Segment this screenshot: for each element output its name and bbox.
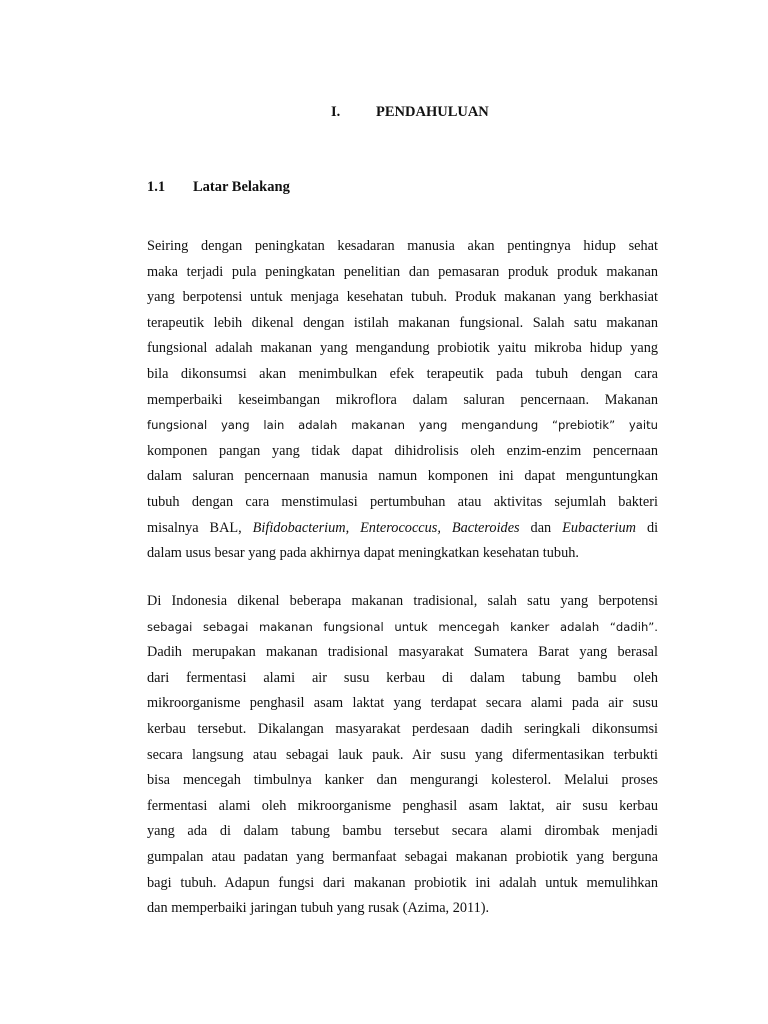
paragraph-line: bisa mencegah timbulnya kanker dan mengurangi kolesterol. Melalui proses [147,772,658,789]
line-text: misalnya BAL, [147,519,242,536]
paragraph-line: komponen pangan yang tidak dapat dihidrolisis oleh enzim-enzim pencernaan [147,442,658,459]
paragraph-line: mikroorganisme penghasil asam laktat yang terdapat secara alami pada air susu [147,695,658,712]
paragraph-line: memperbaiki keseimbangan mikroflora dalam saluran pencernaan. Makanan [147,391,658,408]
paragraph-line: Di Indonesia dikenal beberapa makanan tradisional, salah satu yang berpotensi [147,593,658,609]
line-text: di [646,519,659,536]
paragraph-line: dalam usus besar yang pada akhirnya dapat meningkatkan kesehatan tubuh. [147,545,579,562]
paragraph-line: sebagai sebagai makanan fungsional untuk mencegah kanker adalah “dadih”. [147,619,658,634]
paragraph-line: tubuh dengan cara menstimulasi pertumbuhan atau aktivitas sejumlah bakteri [147,493,658,510]
paragraph-line: kerbau tersebut. Dikalangan masyarakat perdesaan dadih seringkali dikonsumsi [147,720,658,737]
italic-species-names: Bifidobacterium, Enterococcus, Bacteroides [252,519,520,536]
paragraph-line: terapeutik lebih dikenal dengan istilah makanan fungsional. Salah satu makanan [147,314,658,331]
paragraph-line: bila dikonsumsi akan menimbulkan efek terapeutik pada tubuh dengan cara [147,365,658,382]
paragraph-line: dari fermentasi alami air susu kerbau di dalam tabung bambu oleh [147,669,658,686]
paragraph-line: dalam saluran pencernaan manusia namun komponen ini dapat menguntungkan [147,468,658,485]
paragraph-1 [147,234,658,567]
paragraph-line: bagi tubuh. Adapun fungsi dari makanan probiotik ini adalah untuk memulihkan [147,874,658,891]
paragraph-line: fermentasi alami oleh mikroorganisme penghasil asam laktat, air susu kerbau [147,797,658,814]
paragraph-line: Dadih merupakan makanan tradisional masyarakat Sumatera Barat yang berasal [147,644,658,661]
paragraph-line: yang ada di dalam tabung bambu tersebut secara alami dirombak menjadi [147,823,658,840]
paragraph-line-mixed [147,516,658,542]
paragraph-line: secara langsung atau sebagai lauk pauk. Air susu yang difermentasikan terbukti [147,746,658,763]
paragraph-line: fungsional adalah makanan yang mengandung probiotik yaitu mikroba hidup yang [147,340,658,357]
paragraph-line: gumpalan atau padatan yang bermanfaat sebagai makanan probiotik yang berguna [147,848,658,865]
line-text: dan [530,519,552,536]
chapter-number: I. [331,104,341,120]
paragraph-line: Seiring dengan peningkatan kesadaran manusia akan pentingnya hidup sehat [147,238,658,254]
paragraph-line: maka terjadi pula peningkatan penelitian dan pemasaran produk produk makanan [147,263,658,280]
section-number: 1.1 [147,179,166,195]
section-title: Latar Belakang [193,179,290,195]
paragraph-line: dan memperbaiki jaringan tubuh yang rusak (Azima, 2011). [147,900,490,917]
paragraph-line: yang berpotensi untuk menjaga kesehatan tubuh. Produk makanan yang berkhasiat [147,289,658,306]
paragraph-line: fungsional yang lain adalah makanan yang mengandung “prebiotik” yaitu [147,418,658,433]
italic-species-name: Eubacterium [562,519,636,536]
chapter-title: PENDAHULUAN [376,104,489,120]
paragraph-2 [147,589,658,922]
